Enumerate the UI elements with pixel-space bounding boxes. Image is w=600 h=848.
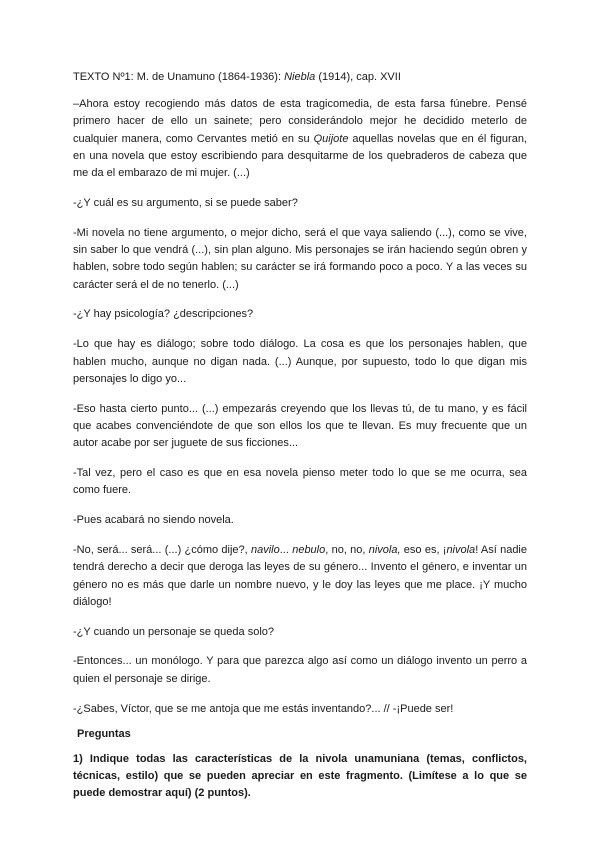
heading-work-title: Niebla <box>284 71 316 83</box>
paragraph-7: -Tal vez, pero el caso es que en esa novela pienso meter todo lo que se me ocurra, sea como fuere. <box>73 467 527 497</box>
paragraph-1-quijote: Quijote <box>313 132 349 145</box>
paragraph-8: -Pues acabará no siendo novela. <box>73 514 234 527</box>
paragraph-10: -¿Y cuando un personaje se queda solo? <box>73 625 274 638</box>
p9-g: eso es, ¡ <box>400 543 447 556</box>
paragraph-12: -¿Sabes, Víctor, que se me antoja que me estás inventando?... // -¡Puede ser! <box>73 702 454 715</box>
paragraph-4: -¿Y hay psicología? ¿descripciones? <box>73 308 254 321</box>
paragraph-2: -¿Y cuál es su argumento, si se puede saber? <box>73 196 298 209</box>
question-1: 1) Indique todas las características de la nivola unamuniana (temas, conflictos, técnicas, estilo) que se pueden apreciar en este fragmento. (Limítese a lo que se puede demostrar aquí) (2 puntos). <box>73 752 527 800</box>
p9-nivola-2: nivola <box>446 543 476 556</box>
p9-e: , no, no, <box>325 543 369 556</box>
paragraph-6: -Eso hasta cierto punto... (...) empezarás creyendo que los llevas tú, de tu mano, y es fácil que acabes convenciéndote de que son ellos los que te llevan. Es muy frecuente que un autor acabe por ser juguete de sus ficciones... <box>73 402 527 450</box>
paragraph-1-text-c: aquellas novelas que en él figuran, en una novela que estoy escribiendo para desquitarme de los quebraderos de cabeza que me da el embarazo de mi mujer. (...) <box>73 132 527 180</box>
p9-c: ... <box>279 543 293 556</box>
p9-navilo: navilo <box>251 543 280 556</box>
text-heading <box>73 70 527 85</box>
p9-nivola-1: nivola, <box>368 543 401 556</box>
p9-nebulo: nebulo <box>292 543 326 556</box>
paragraph-1 <box>73 96 527 182</box>
heading-suffix: (1914), cap. XVII <box>315 71 401 83</box>
paragraph-5: -Lo que hay es diálogo; sobre todo diálogo. La cosa es que los personajes hablen, que hablen mucho, aunque no digan nada. (...) Aunque, por supuesto, todo lo que digan mis personajes lo digo yo... <box>73 338 527 385</box>
p9-i: ! Así nadie tendrá derecho a decir que deroga las leyes de su género... Invento el género, e inventar un género no es más que darle un nombre nuevo, y le doy las leyes que me place. ¡Y mucho diálogo! <box>73 543 527 608</box>
paragraph-9 <box>73 542 527 611</box>
paragraph-1-text-a: –Ahora estoy recogiendo más datos de esta tragicomedia, de esta farsa fúnebre. Pensé primero hacer de ello un sainete; pero considerándolo mejor he decidido meterlo de cualquier manera, como Cervantes metió en su <box>73 98 527 145</box>
p9-a: -No, será... será... (...) ¿cómo dije?, <box>73 543 251 556</box>
preguntas-heading: Preguntas <box>77 727 131 740</box>
paragraph-3: -Mi novela no tiene argumento, o mejor dicho, será el que vaya saliendo (...), como se vive, sin saber lo que vendrá (...), sin plan alguno. Mis personajes se irán haciendo según obren y hablen, sobre todo según hablen; su carácter se irá formando poco a poco. Y a las veces su carácter será el de no tenerlo. (...) <box>73 226 527 291</box>
paragraph-11: -Entonces... un monólogo. Y para que parezca algo así como un diálogo invento un perro a quien el personaje se dirige. <box>73 655 527 685</box>
heading-prefix: TEXTO Nº1: M. de Unamuno (1864-1936): <box>73 71 285 83</box>
